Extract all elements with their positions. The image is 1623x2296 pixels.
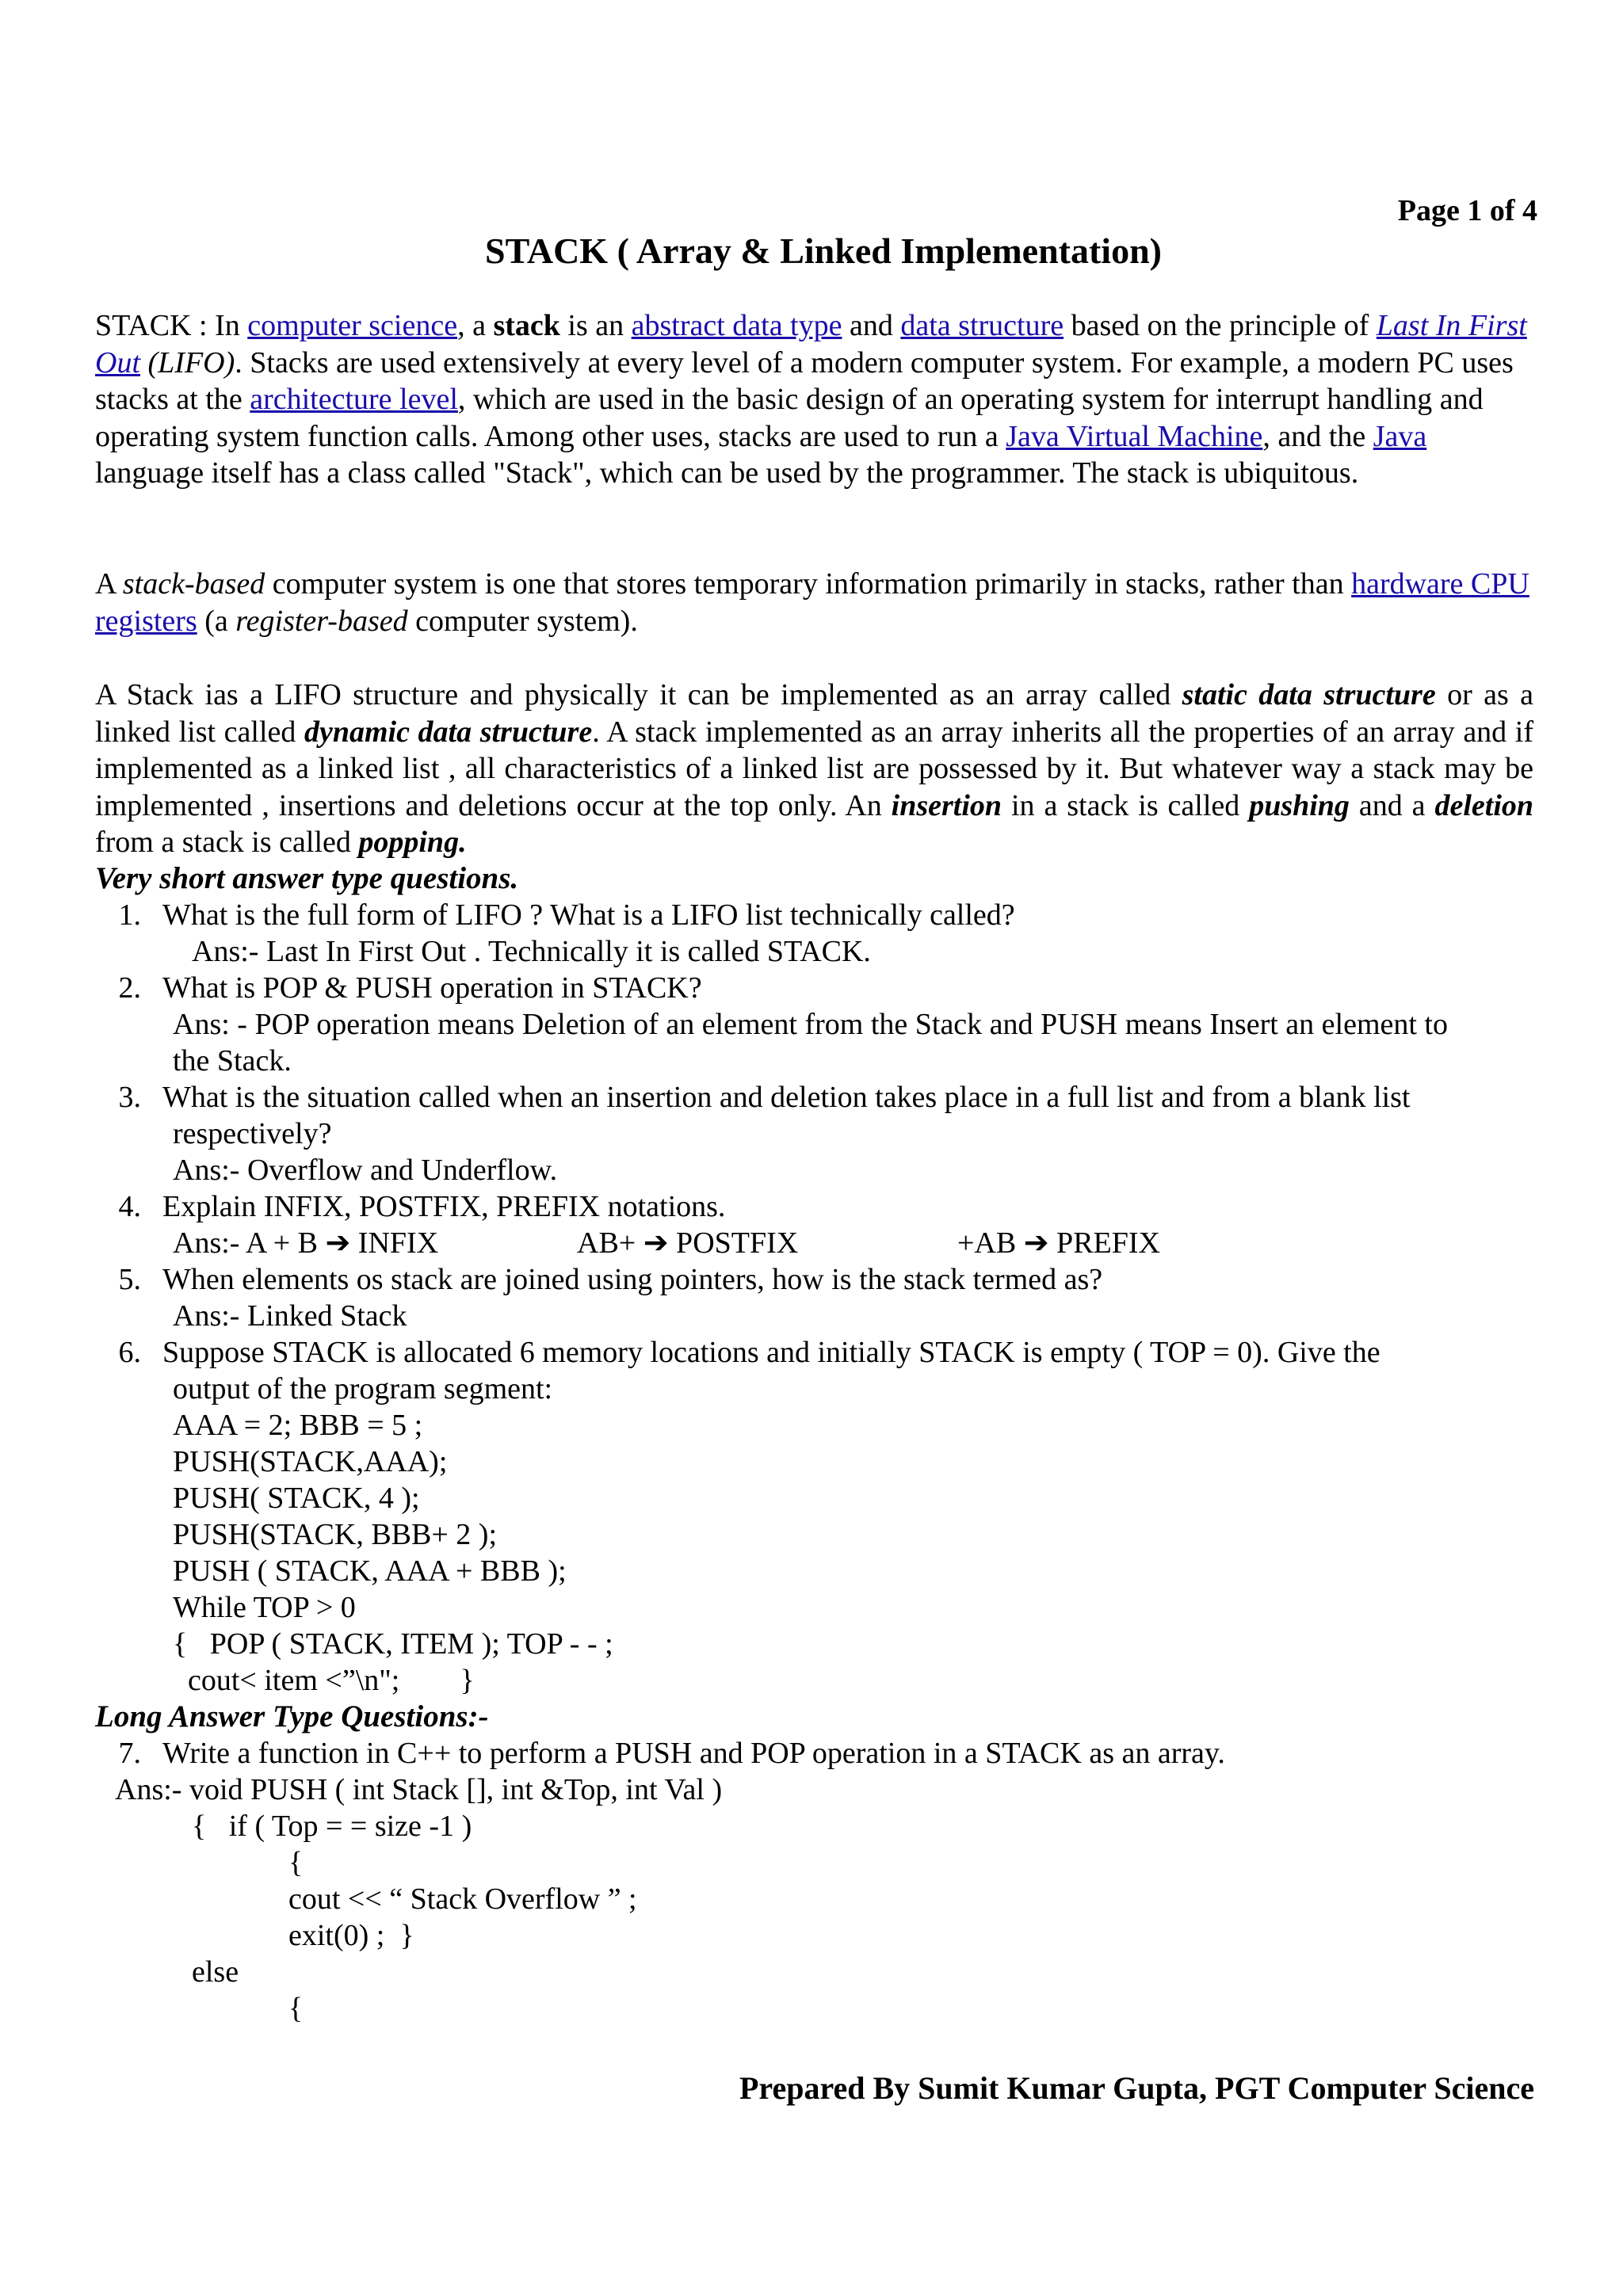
code-line: else xyxy=(192,1955,239,1989)
text: . A stack implemented as an array inherits all the properties of an array and if implemented as a linked list , all characteristics of a linked list are possessed by it. But whatever way a stack may be implemented , insertions and deletions occur at the top only. An xyxy=(95,715,1533,822)
text: and a xyxy=(1349,788,1435,822)
text: . Stacks are used extensively at every level of a modern computer system. For example, a modern PC uses stacks at the xyxy=(95,345,1514,416)
text: based on the principle of xyxy=(1064,309,1377,342)
question-6-continued: output of the program segment: xyxy=(173,1372,553,1405)
link-architecture-level[interactable]: architecture level xyxy=(250,383,458,416)
code-line: { if ( Top = = size -1 ) xyxy=(192,1810,472,1843)
italic-term: register-based xyxy=(235,604,408,638)
text: language itself has a class called "Stack", which can be used by the programmer. The stack is ubiquitous. xyxy=(95,456,1359,490)
text: computer system). xyxy=(407,604,638,638)
question-number: 6. xyxy=(118,1336,141,1369)
code-line: { xyxy=(288,1846,304,1879)
code-line: PUSH(STACK,AAA); xyxy=(173,1445,448,1478)
code-line: AAA = 2; BBB = 5 ; xyxy=(173,1409,423,1442)
question-number: 5. xyxy=(118,1263,141,1296)
link-abstract-data-type[interactable]: abstract data type xyxy=(631,309,842,342)
link-data-structure[interactable]: data structure xyxy=(900,309,1064,342)
short-questions-heading: Very short answer type questions. xyxy=(95,861,519,895)
italic-term: stack-based xyxy=(122,567,265,601)
text: is an xyxy=(559,309,632,342)
link-java-virtual-machine[interactable]: Java Virtual Machine xyxy=(1006,419,1263,453)
text: A xyxy=(95,567,123,601)
code-line: cout< item <”\n"; } xyxy=(173,1664,475,1697)
code-line: exit(0) ; } xyxy=(288,1919,414,1952)
question-text: Suppose STACK is allocated 6 memory locations and initially STACK is empty ( TOP = 0). Give the xyxy=(162,1336,1381,1369)
question-number: 2. xyxy=(118,971,141,1005)
text: A Stack ias a LIFO structure and physically it can be implemented as an array called xyxy=(95,678,1182,711)
bold-italic-term: deletion xyxy=(1434,788,1534,822)
question-number: 3. xyxy=(118,1081,141,1114)
text: from a stack is called xyxy=(95,826,359,859)
intro-paragraph xyxy=(95,307,1533,492)
answer-2-line-1: Ans: - POP operation means Deletion of an element from the Stack and PUSH means Insert an element to xyxy=(173,1008,1448,1041)
question-text: Explain INFIX, POSTFIX, PREFIX notations. xyxy=(162,1190,726,1223)
code-line: While TOP > 0 xyxy=(173,1591,356,1624)
question-number: 1. xyxy=(118,898,141,932)
page-title: STACK ( Array & Linked Implementation) xyxy=(485,231,1162,271)
answer-4-postfix: AB+ ➔ POSTFIX xyxy=(577,1226,799,1260)
code-line: cout << “ Stack Overflow ” ; xyxy=(288,1882,637,1916)
page-number: Page 1 of 4 xyxy=(1397,194,1537,227)
lifo-structure-paragraph xyxy=(95,677,1533,861)
question-text: Write a function in C++ to perform a PUSH and POP operation in a STACK as an array. xyxy=(162,1737,1225,1770)
question-number: 7. xyxy=(118,1737,141,1770)
text: , a xyxy=(457,309,494,342)
answer-3: Ans:- Overflow and Underflow. xyxy=(173,1154,558,1187)
text: and xyxy=(842,309,901,342)
code-line: PUSH ( STACK, AAA + BBB ); xyxy=(173,1554,567,1588)
bold-italic-term: static data structure xyxy=(1182,678,1436,711)
link-computer-science[interactable]: computer science xyxy=(247,309,458,342)
link-java[interactable]: Java xyxy=(1373,419,1427,453)
answer-7-signature: Ans:- void PUSH ( int Stack [], int &Top, int Val ) xyxy=(115,1773,723,1806)
question-text: What is POP & PUSH operation in STACK? xyxy=(162,971,702,1005)
text: STACK : In xyxy=(95,309,248,342)
text: in a stack is called xyxy=(1002,788,1250,822)
code-line: PUSH(STACK, BBB+ 2 ); xyxy=(173,1518,498,1551)
answer-2-line-2: the Stack. xyxy=(173,1044,292,1077)
answer-5: Ans:- Linked Stack xyxy=(173,1299,407,1333)
code-line: { POP ( STACK, ITEM ); TOP - - ; xyxy=(173,1627,613,1661)
bold-italic-term: dynamic data structure xyxy=(304,715,593,749)
code-line: PUSH( STACK, 4 ); xyxy=(173,1482,420,1515)
question-number: 4. xyxy=(118,1190,141,1223)
bold-term: stack xyxy=(493,309,560,342)
bold-italic-term: pushing xyxy=(1249,788,1350,822)
text: or as a linked list called xyxy=(95,678,1533,749)
text: (LIFO) xyxy=(140,345,235,379)
question-text: What is the full form of LIFO ? What is a LIFO list technically called? xyxy=(162,898,1015,932)
link-hardware-cpu-registers[interactable]: hardware CPU registers xyxy=(95,567,1529,638)
question-text: When elements os stack are joined using pointers, how is the stack termed as? xyxy=(162,1263,1103,1296)
bold-italic-term: popping. xyxy=(358,826,467,859)
bold-italic-term: insertion xyxy=(891,788,1002,822)
text: , which are used in the basic design of an operating system for interrupt handling and operating system function calls. Among other uses, stacks are used to run a xyxy=(95,383,1484,453)
answer-4-prefix: +AB ➔ PREFIX xyxy=(957,1226,1160,1260)
stack-based-paragraph xyxy=(95,566,1533,639)
question-3-continued: respectively? xyxy=(173,1117,332,1150)
text: (a xyxy=(197,604,236,638)
text: computer system is one that stores temporary information primarily in stacks, rather than xyxy=(265,567,1352,601)
long-questions-heading: Long Answer Type Questions:- xyxy=(95,1699,489,1733)
answer-4-infix: Ans:- A + B ➔ INFIX xyxy=(173,1226,439,1260)
page-footer: Prepared By Sumit Kumar Gupta, PGT Computer Science xyxy=(739,2070,1534,2106)
text: , and the xyxy=(1262,419,1373,453)
code-line: { xyxy=(288,1992,304,2025)
link-lifo[interactable]: Last In First Out xyxy=(95,309,1527,379)
answer-1: Ans:- Last In First Out . Technically it is called STACK. xyxy=(192,935,871,968)
question-text: What is the situation called when an insertion and deletion takes place in a full list and from a blank list xyxy=(162,1081,1411,1114)
